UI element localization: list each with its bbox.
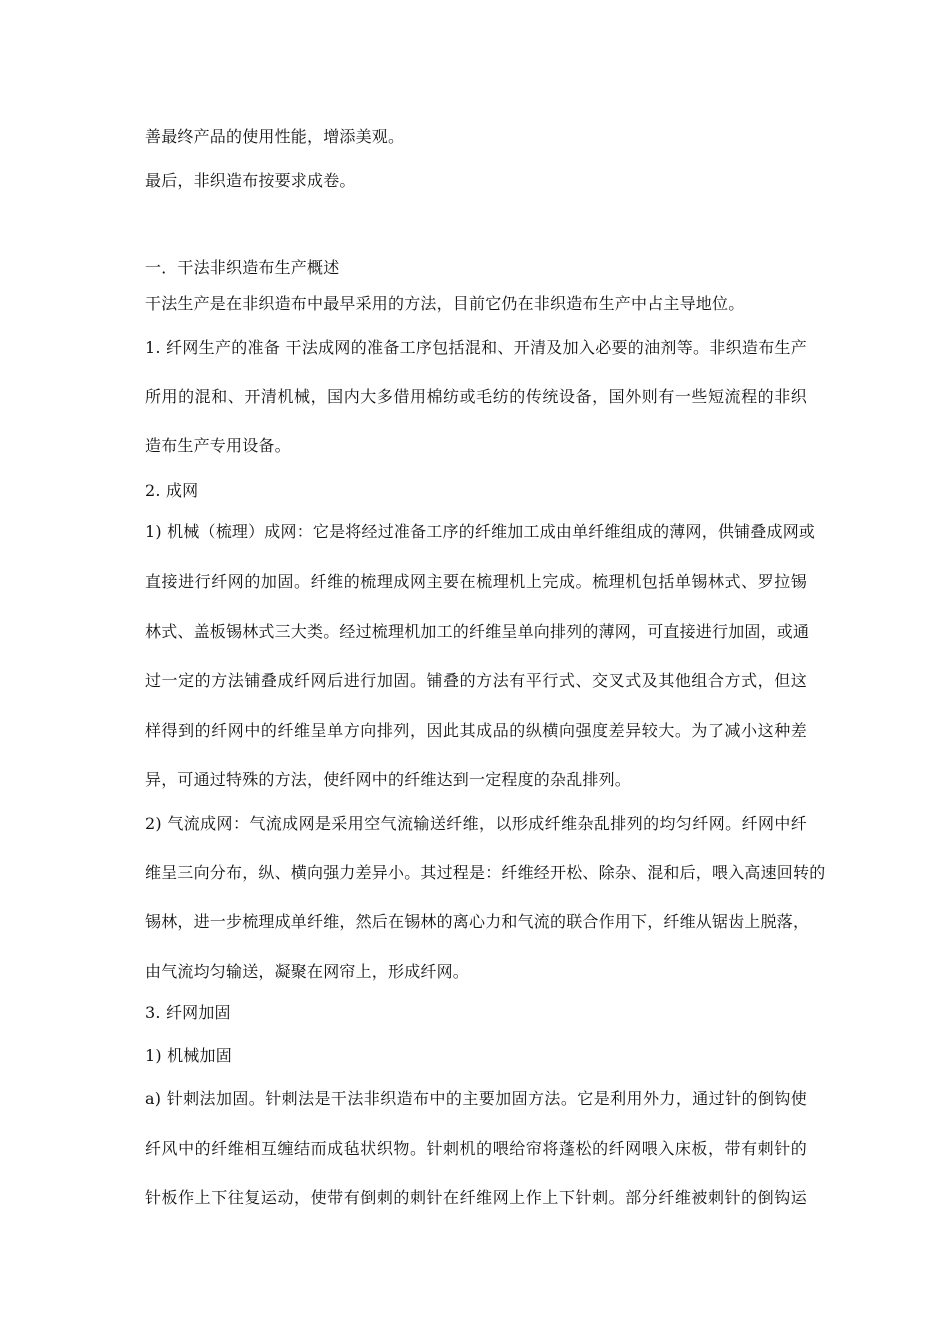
text-line: 所用的混和、开清机械，国内大多借用棉纺或毛纺的传统设备，国外则有一些短流程的非织 <box>145 387 807 406</box>
text-line: 2) 气流成网：气流成网是采用空气流输送纤维，以形成纤维杂乱排列的均匀纤网。纤网中纤 <box>145 814 807 833</box>
text-line: 最后，非织造布按要求成卷。 <box>145 171 356 190</box>
subheading: 1) 机械加固 <box>145 1046 232 1065</box>
text-line: 异，可通过特殊的方法，使纤网中的纤维达到一定程度的杂乱排列。 <box>145 770 632 789</box>
text-line: 造布生产专用设备。 <box>145 436 291 455</box>
text-line: 1. 纤网生产的准备 干法成网的准备工序包括混和、开清及加入必要的油剂等。非织造布生产 <box>145 338 807 357</box>
text-line: 善最终产品的使用性能，增添美观。 <box>145 127 405 146</box>
text-line: a) 针刺法加固。针刺法是干法非织造布中的主要加固方法。它是利用外力，通过针的倒钩使 <box>145 1089 807 1108</box>
section-heading: 一．干法非织造布生产概述 <box>145 258 340 277</box>
text-line: 1) 机械（梳理）成网：它是将经过准备工序的纤维加工成由单纤维组成的薄网，供铺叠成网或 <box>145 522 816 541</box>
text-line: 纤风中的纤维相互缠结而成毡状织物。针刺机的喂给帘将蓬松的纤网喂入床板，带有刺针的 <box>145 1139 807 1158</box>
text-line: 林式、盖板锡林式三大类。经过梳理机加工的纤维呈单向排列的薄网，可直接进行加固，或通 <box>145 622 810 641</box>
text-line: 维呈三向分布，纵、横向强力差异小。其过程是：纤维经开松、除杂、混和后，喂入高速回转的 <box>145 863 826 882</box>
subheading: 2. 成网 <box>145 481 199 500</box>
text-line: 过一定的方法铺叠成纤网后进行加固。铺叠的方法有平行式、交叉式及其他组合方式，但这 <box>145 671 807 690</box>
subheading: 3. 纤网加固 <box>145 1003 231 1022</box>
text-line: 样得到的纤网中的纤维呈单方向排列，因此其成品的纵横向强度差异较大。为了减小这种差 <box>145 721 807 740</box>
text-line: 锡林，进一步梳理成单纤维，然后在锡林的离心力和气流的联合作用下，纤维从锯齿上脱落， <box>145 912 810 931</box>
text-line: 直接进行纤网的加固。纤维的梳理成网主要在梳理机上完成。梳理机包括单锡林式、罗拉锡 <box>145 572 807 591</box>
text-line: 针板作上下往复运动，使带有倒刺的刺针在纤维网上作上下针刺。部分纤维被刺针的倒钩运 <box>145 1188 807 1207</box>
text-line: 干法生产是在非织造布中最早采用的方法，目前它仍在非织造布生产中占主导地位。 <box>145 294 745 313</box>
text-line: 由气流均匀输送，凝聚在网帘上，形成纤网。 <box>145 962 470 981</box>
